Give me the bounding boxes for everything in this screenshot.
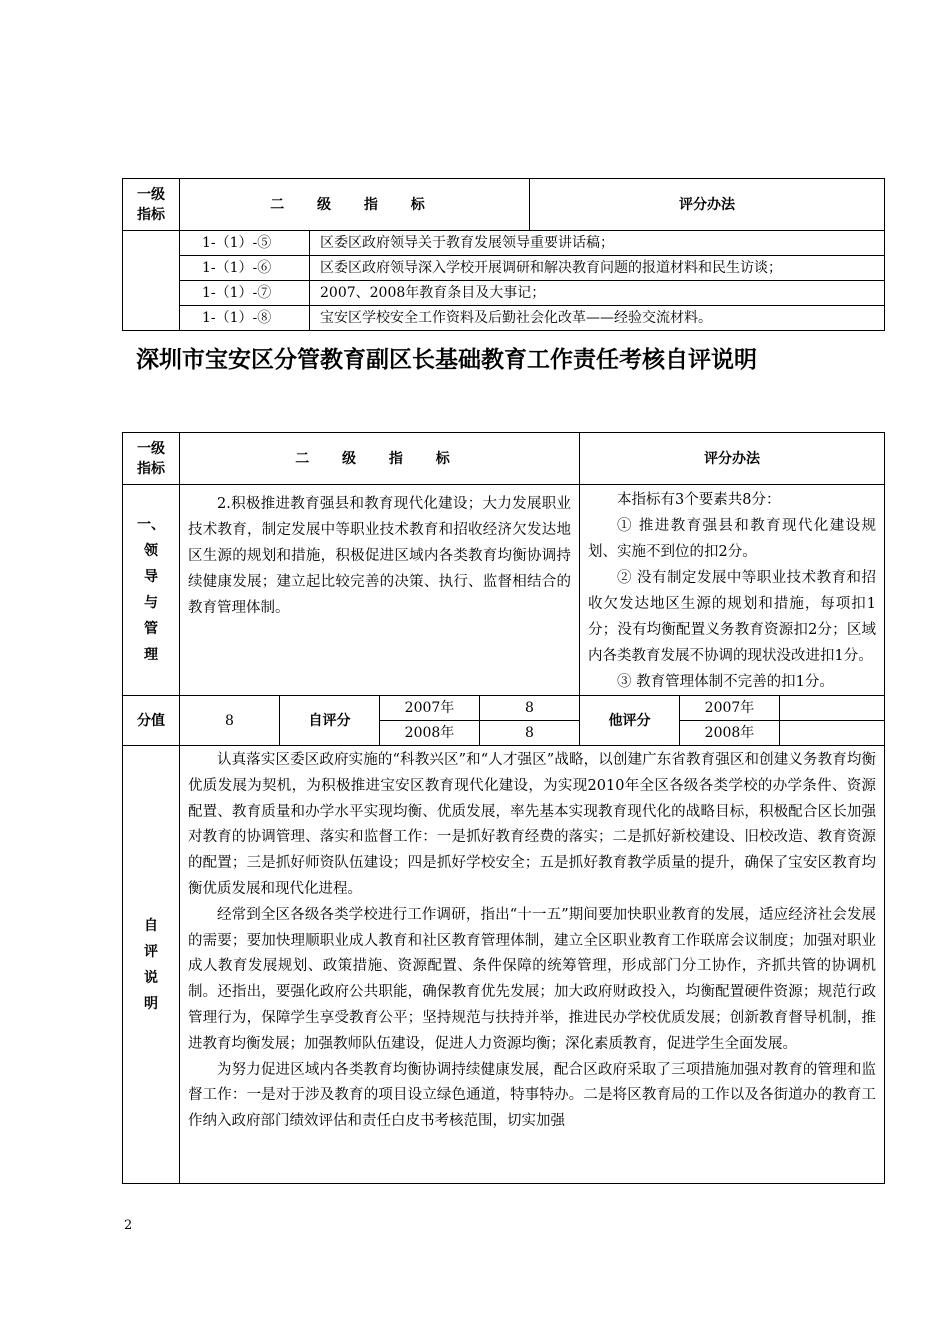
self-eval-char: 评 xyxy=(144,943,158,960)
header-level1 xyxy=(123,433,180,485)
self-eval-label xyxy=(123,746,180,1184)
row-text: 宝安区学校安全工作资料及后勤社会化改革——经验交流材料。 xyxy=(310,306,885,331)
row-text: 区委区政府领导深入学校开展调研和解决教育问题的报道材料和民生访谈； xyxy=(310,256,885,281)
header-level1-line2: 指标 xyxy=(137,206,165,223)
scoring-item: ① 推进教育强县和教育现代化建设规划、实施不到位的扣2分。 xyxy=(588,518,876,560)
header-scoring: 评分办法 xyxy=(530,179,885,231)
table-indicator-materials xyxy=(122,178,885,331)
empty-category-cell xyxy=(123,231,180,331)
document-title: 深圳市宝安区分管教育副区长基础教育工作责任考核自评说明 xyxy=(136,347,757,373)
self-score-label: 自评分 xyxy=(280,696,380,746)
category-char: 导 xyxy=(144,569,158,585)
score-value: 8 xyxy=(180,696,280,746)
indicator-text: 2.积极推进教育强县和教育现代化建设；大力发展职业技术教育，制定发展中等职业技术教育和招收经济欠发达地区生源的规划和措施，积极促进区域内各类教育均衡协调持续健康发展；建立起比较完善的决策、执行、监督相结合的教育管理体制。 xyxy=(180,485,580,696)
header-level2: 二 级 指 标 xyxy=(180,433,580,485)
score-label: 分值 xyxy=(123,696,180,746)
self-eval-char: 自 xyxy=(144,917,158,934)
header-level2: 二 级 指 标 xyxy=(180,179,530,231)
category-label xyxy=(123,485,180,696)
header-level1-line2: 指标 xyxy=(137,460,165,477)
scoring-item: ③ 教育管理体制不完善的扣1分。 xyxy=(617,674,834,690)
row-text: 2007、2008年教育条目及大事记； xyxy=(310,281,885,306)
category-char: 领 xyxy=(144,543,158,559)
self-score-value: 8 xyxy=(480,696,580,721)
self-eval-paragraph: 为努力促进区域内各类教育均衡协调持续健康发展，配合区政府采取了三项措施加强对教育的管理和监督工作：一是对于涉及教育的项目设立绿色通道，特事特办。二是将区教育局的工作以及各街道办的教育工作纳入政府部门绩效评估和责任白皮书考核范围，切实加强 xyxy=(188,1061,876,1130)
category-char: 管 xyxy=(144,621,158,637)
self-score-year: 2007年 xyxy=(380,696,480,721)
page-number: 2 xyxy=(124,1218,133,1233)
other-score-year: 2007年 xyxy=(680,696,780,721)
self-score-value: 8 xyxy=(480,721,580,746)
header-level1 xyxy=(123,179,180,231)
header-level1-line1: 一级 xyxy=(137,186,165,203)
other-score-value xyxy=(780,721,885,746)
other-score-value xyxy=(780,696,885,721)
category-char: 理 xyxy=(144,647,158,663)
table-self-evaluation xyxy=(122,432,885,1184)
scoring-item: ② 没有制定发展中等职业技术教育和招收欠发达地区生源的规划和措施，每项扣1分；没有均衡配置义务教育资源扣2分；区域内各类教育发展不协调的现状没改进扣1分。 xyxy=(588,570,876,664)
self-eval-paragraph: 认真落实区委区政府实施的“科教兴区”和“人才强区”战略，以创建广东省教育强区和创建义务教育均衡优质发展为契机，为积极推进宝安区教育现代化建设，为实现2010年全区各级各类学校的办学条件、资源配置、教育质量和办学水平实现均衡、优质发展，率先基本实现教育现代化的战略目标，积极配合区长加强对教育的协调管理、落实和监督工作：一是抓好教育经费的落实；二是抓好新校建设、旧校改造、教育资源的配置；三是抓好师资队伍建设；四是抓好学校安全；五是抓好教育教学质量的提升，确保了宝安区教育均衡优质发展和现代化进程。 xyxy=(188,752,876,897)
other-score-year: 2008年 xyxy=(680,721,780,746)
other-score-label: 他评分 xyxy=(580,696,680,746)
scoring-method xyxy=(580,485,885,696)
self-eval-text xyxy=(180,746,885,1184)
header-level1-line1: 一级 xyxy=(137,440,165,457)
self-score-year: 2008年 xyxy=(380,721,480,746)
row-code: 1-（1）-⑦ xyxy=(180,281,310,306)
header-scoring: 评分办法 xyxy=(580,433,885,485)
self-eval-paragraph: 经常到全区各级各类学校进行工作调研，指出“十一五”期间要加快职业教育的发展，适应经济社会发展的需要；要加快理顺职业成人教育和社区教育管理体制，建立全区职业教育工作联席会议制度；加强对职业成人教育发展规划、政策措施、资源配置、条件保障的统筹管理，形成部门分工协作，齐抓共管的协调机制。还指出，要强化政府公共职能，确保教育优先发展；加大政府财政投入，均衡配置硬件资源；规范行政管理行为，保障学生享受教育公平；坚持规范与扶持并举，推进民办学校优质发展；创新教育督导机制，推进教育均衡发展；加强教师队伍建设，促进人力资源均衡；深化素质教育，促进学生全面发展。 xyxy=(188,906,876,1052)
row-code: 1-（1）-⑧ xyxy=(180,306,310,331)
self-eval-char: 明 xyxy=(144,995,158,1012)
row-text: 区委区政府领导关于教育发展领导重要讲话稿； xyxy=(310,231,885,256)
scoring-intro: 本指标有3个要素共8分： xyxy=(617,492,781,508)
row-code: 1-（1）-⑥ xyxy=(180,256,310,281)
category-char: 与 xyxy=(144,595,158,611)
row-code: 1-（1）-⑤ xyxy=(180,231,310,256)
self-eval-char: 说 xyxy=(144,969,158,986)
category-char: 一、 xyxy=(137,517,165,533)
